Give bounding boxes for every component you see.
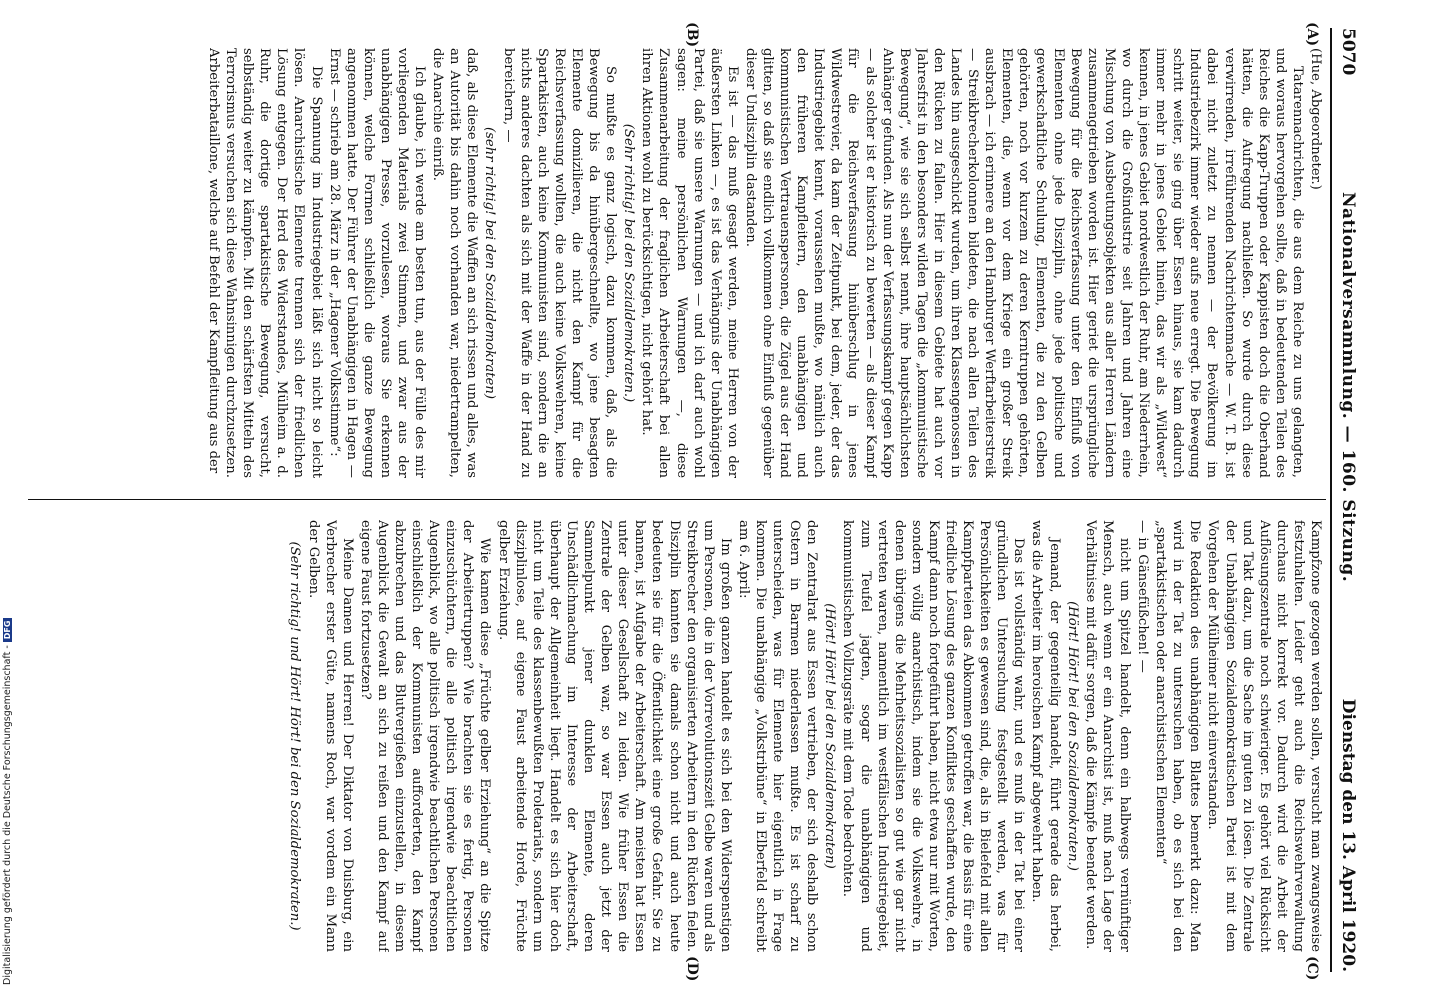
margin-letter-b: (B) — [684, 22, 700, 48]
paragraph: (Hue, Abgeordneter.) — [1308, 48, 1323, 190]
column-divider — [28, 499, 1326, 500]
paragraph: Wie kamen diese „Früchte gelber Erziehung“ an die Spitze der Arbeitertruppen? Wie brachten sie es fertig, Personen einzuschüchtern, die alle politisch irgendwie beachtlichen Augenblick, wo alle politisch irgendwie beachtlichen Personen einschließlich der Kommunisten aufforderten, den Kampf abzubrechen und das Blutvergießen einzustellen, in diesem Augenblick die Gewalt an sich zu reißen und den Kampf auf eigene Faust fortzusetzen? — [357, 520, 493, 952]
page-date: Dienstag den 13. April 1920. — [1338, 698, 1358, 972]
margin-letter-d: (D) — [684, 956, 700, 982]
paragraph: den Zentralrat aus Essen vertrieben, der sich deshalb schon Ostern in Barmen niederlassen mußte. Es ist scharf zu unterscheiden, was für Elemente hier eigentlich in Frage kommen. Die unabhängige „Volkstribüne“ in Elberfeld schreibt am 6. April: — [735, 520, 820, 952]
paragraph: Meine Damen und Herren! Der Diktator von Duisburg, ein Verbrecher erster Güte, namens Roch, war vordem ein Mann der Gelben. — [305, 520, 355, 952]
paragraph: (Sehr richtig! und Hört! Hört! bei den Sozialdemokraten.) — [287, 541, 303, 931]
paragraph: Im großen ganzen handelt es sich bei den Widerspenstigen um Personen, die in der Vorrevolutionszeit Gelbe waren und als Streikbrecher den organisierten Arbeitern in den Rücken fielen. Disziplin kannten sie damals schon nicht und auch heute bedeuten sie für die Öffentlichkeit eine große Gefahr. Sie zu bannen, ist Aufgabe der Arbeiterschaft. Am meisten hat Essen unter dieser Gesellschaft zu leiden. Wie früher Essen die Zentrale der Gelben war, so war Essen auch jetzt der Sammelpunkt jener dunklen Elemente, deren Unschädlichmachung im Interesse der Arbeiterschaft, überhaupt der Allgemeinheit liegt. Handelt es sich hier doch nicht um Teile des klassenbewußten Proletariats, sondern um disziplinlose, auf eigene Faust arbeitende Horde, Früchte gelber Erziehung. — [495, 520, 733, 952]
paragraph: Es ist — das muß gesagt werden, meine Herren von der äußersten Linken —, es ist das Verhängnis der Unabhängigen Partei, daß sie unsere Warnungen — und ich darf auch wohl sagen: meine persönlichen Warnungen —, diese Zusammenarbeitung der fraglichen Arbeiterschaft bei allen ihren Aktionen wohl zu berücksichtigen, nicht gehört hat. — [639, 48, 740, 478]
header-rule — [1330, 28, 1332, 972]
paragraph: (Hört! Hört! bei den Sozialdemokraten.) — [1064, 601, 1080, 871]
page-header — [1338, 28, 1368, 972]
dfg-logo-icon: DFG — [3, 618, 12, 643]
page-number: 5070 — [1338, 28, 1358, 76]
paragraph: daß, als diese Elemente die Waffen an sich rissen und alles, was an Autorität bis dahin noch vorhanden war, niedertrampelten, die Anarchie einriß. — [430, 48, 480, 478]
paragraph: Das ist vollständig wahr, und es muß in der Tat bei einer gründlichen Untersuchung festgestellt werden, was für Persönlichkeiten es gewesen sind, die, als in Bielefeld mit allen Kampfparteien das Abkommen getroffen war, die Basis für eine friedliche Lösung des ganzen Konfliktes geschaffen wurde, den Kampf dann noch fortgeführt haben, nicht etwa nur mit Worten, sondern völlig anarchistisch, indem sie die Volkswehre, in denen übrigens die Mehrheitssozialisten so gut wie gar nicht vertreten waren, namentlich im westfälischen Industriegebiet, zum Teufel jagten, sogar die unabhängigen und kommunistischen Vollzugsräte mit dem Tode bedrohten. — [840, 520, 1027, 952]
paragraph: (sehr richtig! bei den Sozialdemokraten) — [482, 127, 498, 399]
paragraph: Ich glaube, ich werde am besten tun, aus der Fülle des mir vorliegenden Materials zwei Stimmen, und zwar aus der unabhängigen Presse, vorzulesen, woraus Sie erkennen können, welche Formen schließlich die ganze Bewegung angenommen hatte. Der Führer der Unabhängigen in Hagen — Ernst — schrieb am 28. März in der „Hagener Volksstimme“: — [326, 48, 428, 478]
paragraph: So mußte es ganz logisch, dazu kommen, daß, als die Bewegung bis da hinübergeschnellte, wo jene besagten Elemente domizilieren, die nicht den Kampf für die Reichsverfassung wollten, die auch keine Volkswehren, keine Spartakisten, auch keine Kommunisten sind, sondern die an nichts anderes dachten als sich mit der Waffe in der Hand zu bereichern, — — [500, 48, 619, 478]
paragraph: (Sehr richtig! bei den Sozialdemokraten.) — [621, 123, 637, 403]
credit-text: Digitalisierung gefördert durch die Deutsche Forschungsgemeinschaft - — [2, 645, 13, 985]
paragraph: Jemand, der gegenteilig handelt, führt gerade das herbei, was die Arbeiter im heroischen Kampf abgewehrt haben. — [1029, 520, 1062, 952]
paragraph: Tatarennachrichten, die aus dem Reiche zu uns gelangten, und woraus hervorgehen sollte, daß in bedeutenden Teilen des Reiches die Kapp-Truppen oder Kappisten doch die Oberhand hätten, die Aufregung nachließen. So wurde durch diese verwirrenden, irreführenden Nachrichtenmache — W. T. B. ist dabei nicht zuletzt zu nennen — der Bevölkerung im Industriebezirk immer wieder aufs neue erregt. Die Bewegung schritt weiter, sie ging über Essen hinaus, sie kam dadurch immer mehr in jenes Gebiet hinein, das wir als „Wildwest“ kennen, in jenes Gebiet nordwestlich der Ruhr, am Niederrhein, wo durch die Großindustrie seit Jahren und Jahren eine Mischung von Ausbeutungsobjekten aus aller Herren Ländern zusammengetrieben worden ist. Hier geriet die ursprüngliche Bewegung für die Reichsverfassung unter den Einfluß von Elementen ohne jede Disziplin, ohne jede politische und gewerkschaftliche Schulung, Elementen, die zu den Gelben gehörten, noch vor kurzem zu deren Kerntruppen gehörten, Elementen, die, wenn vor dem Kriege ein großer Streik ausbrach — ich erinnere an den Hamburger Werftarbeiterstreik — Streikbrecherkolonnen bildeten, die nach allen Teilen des Landes hin ausgeschickt wurden, um ihren Klassengenossen in den Rücken zu fallen. Hier in diesem Gebiete hat auch vor Jahresfrist in den besonders wilden Tagen die „kommunistische Bewegung“, wie sie sich selbst nennt, ihre hauptsächlichsten Anhänger gefunden. Als nun der Verfassungskampf gegen Kapp — als solcher ist er historisch zu bewerten — als dieser Kampf für die Reichsverfassung hinüberschlug in jenes Wildwestrevier, da kam der Zeitpunkt, bei dem, jeder, der das Industriegebiet kennt, voraussehen mußte, wo nämlich auch den früheren Kampfleitern, den unabhängigen und kommunistischen Vertrauenspersonen, die Zügel aus der Hand glitten, so daß sie endlich vollkommen ohne Einfluß gegenüber dieser Undisziplin dastanden. — [742, 48, 1305, 478]
paragraph: (Hört! Hört! bei den Sozialdemokraten) — [822, 603, 838, 869]
margin-letter-a: (A) — [1304, 22, 1320, 47]
paragraph: Die Redaktion des unabhängigen Blattes bemerkt dazu: Man wird in der Tat zu untersuchen haben, ob es sich bei den „spartakistischen oder anarchistischen Elementen“ — [1153, 520, 1203, 952]
page-title: Nationalversammlung. — 160. Sitzung. — [1338, 191, 1358, 583]
digitization-credit — [2, 618, 13, 985]
paragraph: Die Spannung im Industriegebiet läßt sich nicht so leicht lösen. Anarchistische Elemente trennen sich der friedlichen Lösung entgegen. Der Herd des Widerstandes, Mülheim a. d. Ruhr, die dortige spartakistische Bewegung, versucht, selbständig weiter zu kämpfen. Mit den schärfsten Mitteln des Terrorismus versuchen sich diese Wahnsinnigen durchzusetzen. Arbeiterbataillone, welche auf Befehl der Kampfleitung aus der — [206, 48, 324, 478]
paragraph: — in Gänsefüßchen! — — [1135, 520, 1151, 673]
paragraph: nicht um Spitzel handelt, denn ein halbwegs vernünftiger Mensch, auch wenn er ein Anarchist ist, muß nach Lage der Verhältnisse mit dafür sorgen, daß die Kämpfe beendet werden. — [1082, 520, 1132, 952]
paragraph: Kampfzone gezogen werden sollen, versucht man zwangsweise festzuhalten. Leider geht auch die Reichswehrverwaltung durchaus nicht korrekt vor. Dadurch wird die Arbeit der Auflösungszentrale noch schwieriger. Es gehört viel Rücksicht und Takt dazu, um die Sache im guten zu lösen. Die Zentrale der Unabhängigen Sozialdemokratischen Partei ist mit dem Vorgehen der Mülheimer nicht einverstanden. — [1205, 520, 1323, 952]
left-column — [30, 48, 1324, 478]
right-column — [30, 520, 1324, 952]
margin-letter-c: (C) — [1304, 956, 1320, 981]
